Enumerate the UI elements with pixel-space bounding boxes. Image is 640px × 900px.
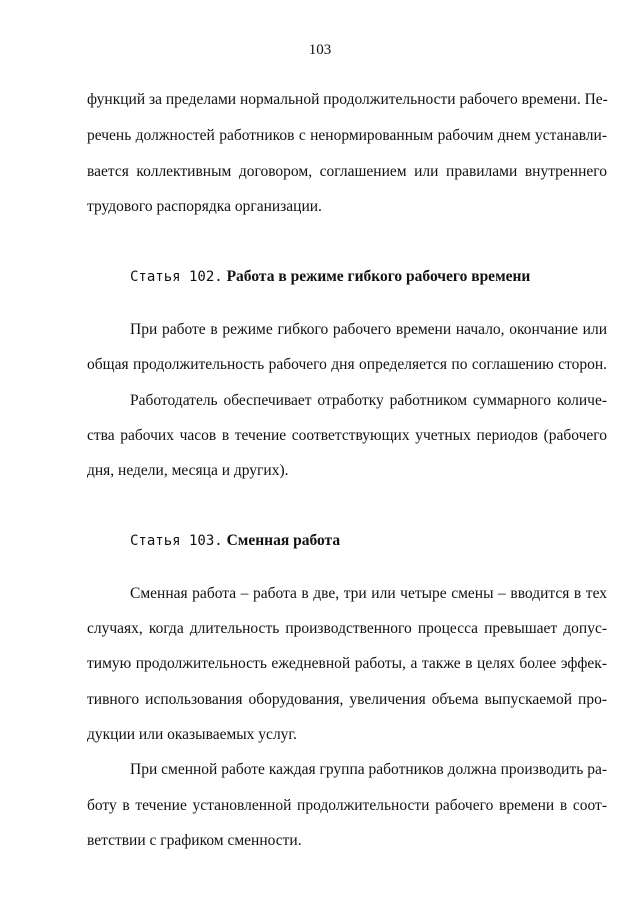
article-102-heading bbox=[130, 267, 530, 287]
text-line: функций за пределами нормальной продолжительности рабочего времени. Пе- bbox=[87, 91, 608, 108]
text-line: вается коллективным договором, соглашением или правилами внутреннего bbox=[87, 163, 607, 180]
text-line: При сменной работе каждая группа работников должна производить ра- bbox=[130, 761, 607, 778]
text-line: ветствии с графиком сменности. bbox=[87, 832, 302, 849]
article-102-number: Статья 102. bbox=[130, 269, 223, 285]
text-line: ства рабочих часов в течение соответствующих учетных периодов (рабочего bbox=[87, 427, 607, 444]
text-line: речень должностей работников с ненормированным рабочим днем устанавли- bbox=[87, 127, 607, 144]
text-line: Сменная работа – работа в две, три или четыре смены – вводится в тех bbox=[130, 585, 607, 602]
text-line: тимую продолжительность ежедневной работы, а также в целях более эффек- bbox=[87, 655, 607, 672]
text-line: случаях, когда длительность производственного процесса превышает допус- bbox=[87, 620, 607, 637]
page-number: 103 bbox=[308, 42, 332, 58]
text-line: дукции или оказываемых услуг. bbox=[87, 726, 297, 743]
text-line: дня, недели, месяца и других). bbox=[87, 462, 289, 479]
article-103-title: Сменная работа bbox=[226, 532, 341, 549]
text-line: Работодатель обеспечивает отработку работником суммарного количе- bbox=[130, 392, 607, 409]
text-line: При работе в режиме гибкого рабочего времени начало, окончание или bbox=[130, 321, 607, 338]
text-line: тивного использования оборудования, увеличения объема выпускаемой про- bbox=[87, 691, 607, 708]
article-103-heading bbox=[130, 531, 340, 551]
text-line: боту в течение установленной продолжительности рабочего времени в соот- bbox=[87, 797, 607, 814]
text-line: трудового распорядка организации. bbox=[87, 198, 322, 215]
text-line: общая продолжительность рабочего дня определяется по соглашению сторон. bbox=[87, 356, 607, 373]
article-103-number: Статья 103. bbox=[130, 533, 223, 549]
article-102-title: Работа в режиме гибкого рабочего времени bbox=[226, 268, 531, 285]
